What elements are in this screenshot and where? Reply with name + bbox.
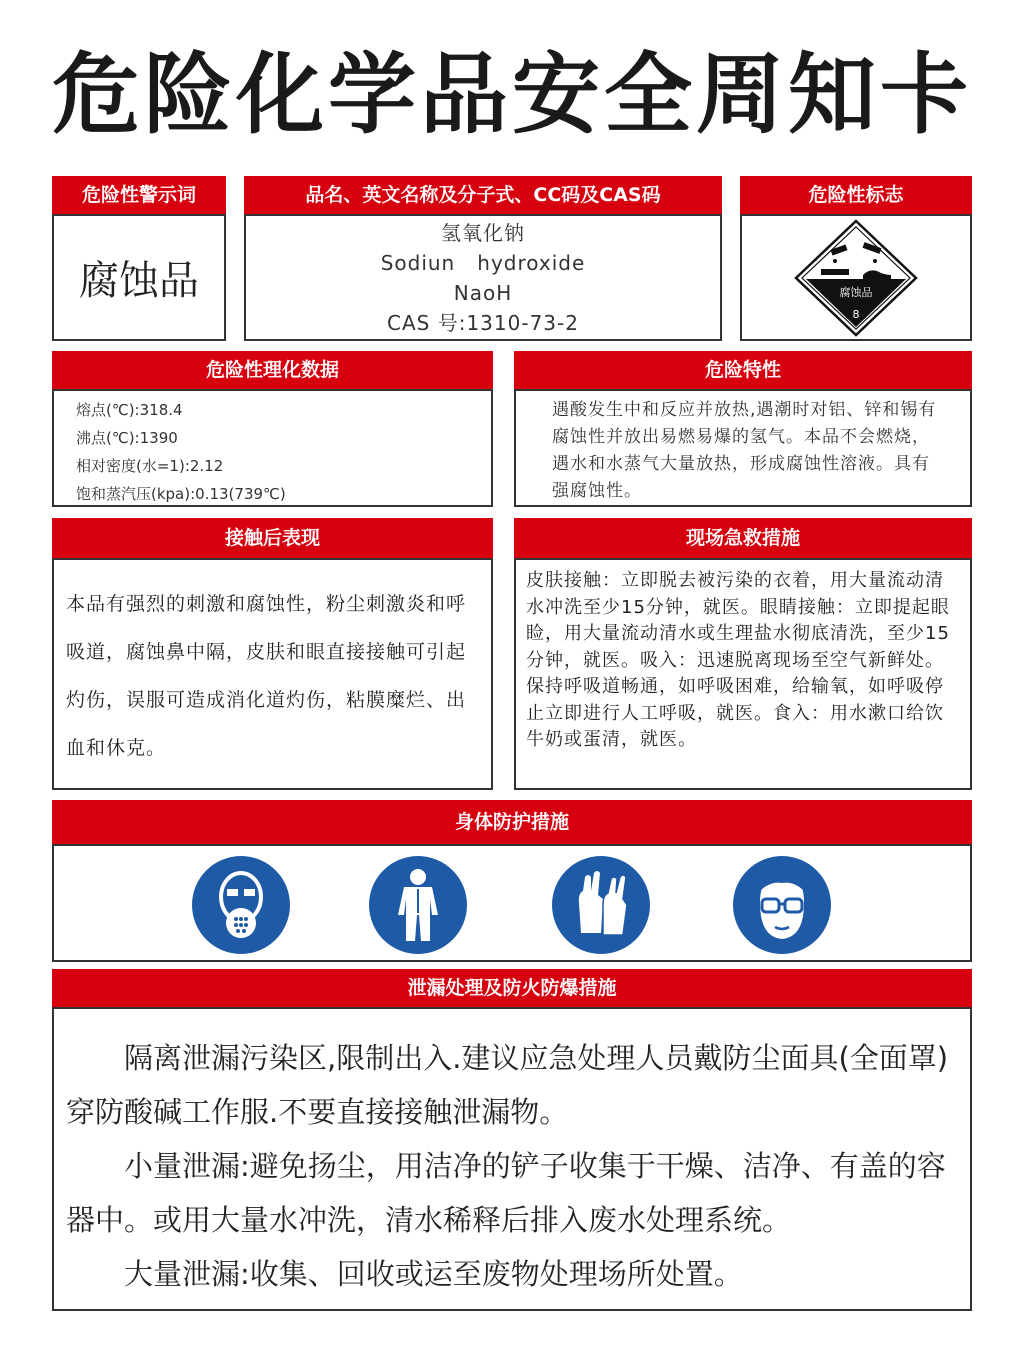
cas-number: CAS 号:1310-73-2	[387, 310, 579, 335]
gloves-icon	[551, 855, 651, 955]
hazard-symbol-box	[740, 214, 972, 341]
physchem-box	[52, 389, 493, 507]
spill-paragraph: 隔离泄漏污染区,限制出入.建议应急处理人员戴防尘面具(全面罩)穿防酸碱工作服.不要直接接触泄漏物。	[66, 1041, 949, 1129]
first-aid-text: 皮肤接触：立即脱去被污染的衣着，用大量流动清水冲洗至少15分钟，就医。眼睛接触：立即提起眼睑，用大量流动清水或生理盐水彻底清洗，至少15分钟，就医。吸入：迅速脱离现场至空气新鲜处。保持呼吸道畅通，如呼吸困难，给输氧，如呼吸停止立即进行人工呼吸，就医。食入：用水漱口给饮牛奶或蛋清，就医。	[526, 570, 950, 750]
spill-paragraph: 大量泄漏:收集、回收或运至废物处理场所处置。	[124, 1257, 743, 1291]
melting-point: 熔点(℃):318.4	[76, 401, 183, 419]
respirator-icon	[191, 855, 291, 955]
first-aid-box	[514, 558, 972, 790]
goggles-icon	[732, 855, 832, 955]
protection-header: 身体防护措施	[52, 800, 972, 844]
physchem-header: 危险性理化数据	[52, 351, 493, 389]
identity-header: 品名、英文名称及分子式、CC码及CAS码	[244, 176, 722, 214]
hazard-symbol-header: 危险性标志	[740, 176, 972, 214]
protective-suit-icon	[368, 855, 468, 955]
signal-word-box	[52, 214, 226, 341]
hazard-symbol-label: 腐蚀品	[839, 286, 873, 299]
protection-box	[52, 844, 972, 962]
relative-density: 相对密度(水=1):2.12	[76, 457, 224, 475]
molecular-formula: NaoH	[453, 280, 513, 305]
exposure-header: 接触后表现	[52, 518, 493, 558]
spill-header: 泄漏处理及防火防爆措施	[52, 969, 972, 1007]
hazard-properties-text: 遇酸发生中和反应并放热,遇潮时对铝、锌和锡有腐蚀性并放出易燃易爆的氢气。本品不会燃烧，遇水和水蒸气大量放热，形成腐蚀性溶液。具有强腐蚀性。	[552, 400, 937, 501]
spill-box	[52, 1007, 972, 1311]
english-name: Sodiun hydroxide	[380, 250, 586, 275]
signal-word-value: 腐蚀品	[79, 258, 199, 304]
boiling-point: 沸点(℃):1390	[76, 429, 178, 447]
hazard-properties-box	[514, 389, 972, 507]
identity-box	[244, 214, 722, 341]
spill-paragraph: 小量泄漏:避免扬尘，用洁净的铲子收集于干燥、洁净、有盖的容器中。或用大量水冲洗，清水稀释后排入废水处理系统。	[66, 1149, 946, 1237]
vapor-pressure: 饱和蒸汽压(kpa):0.13(739℃)	[76, 485, 286, 503]
chinese-name: 氢氧化钠	[441, 220, 525, 245]
exposure-text: 本品有强烈的刺激和腐蚀性，粉尘刺激炎和呼吸道，腐蚀鼻中隔，皮肤和眼直接接触可引起灼伤，误服可造成消化道灼伤，粘膜糜烂、出血和休克。	[66, 593, 467, 759]
first-aid-header: 现场急救措施	[514, 518, 972, 558]
exposure-box	[52, 558, 493, 790]
signal-word-header: 危险性警示词	[52, 176, 226, 214]
card-title: 危险化学品安全周知卡	[51, 43, 972, 146]
hazard-class-number: 8	[852, 308, 860, 321]
hazard-properties-header: 危险特性	[514, 351, 972, 389]
